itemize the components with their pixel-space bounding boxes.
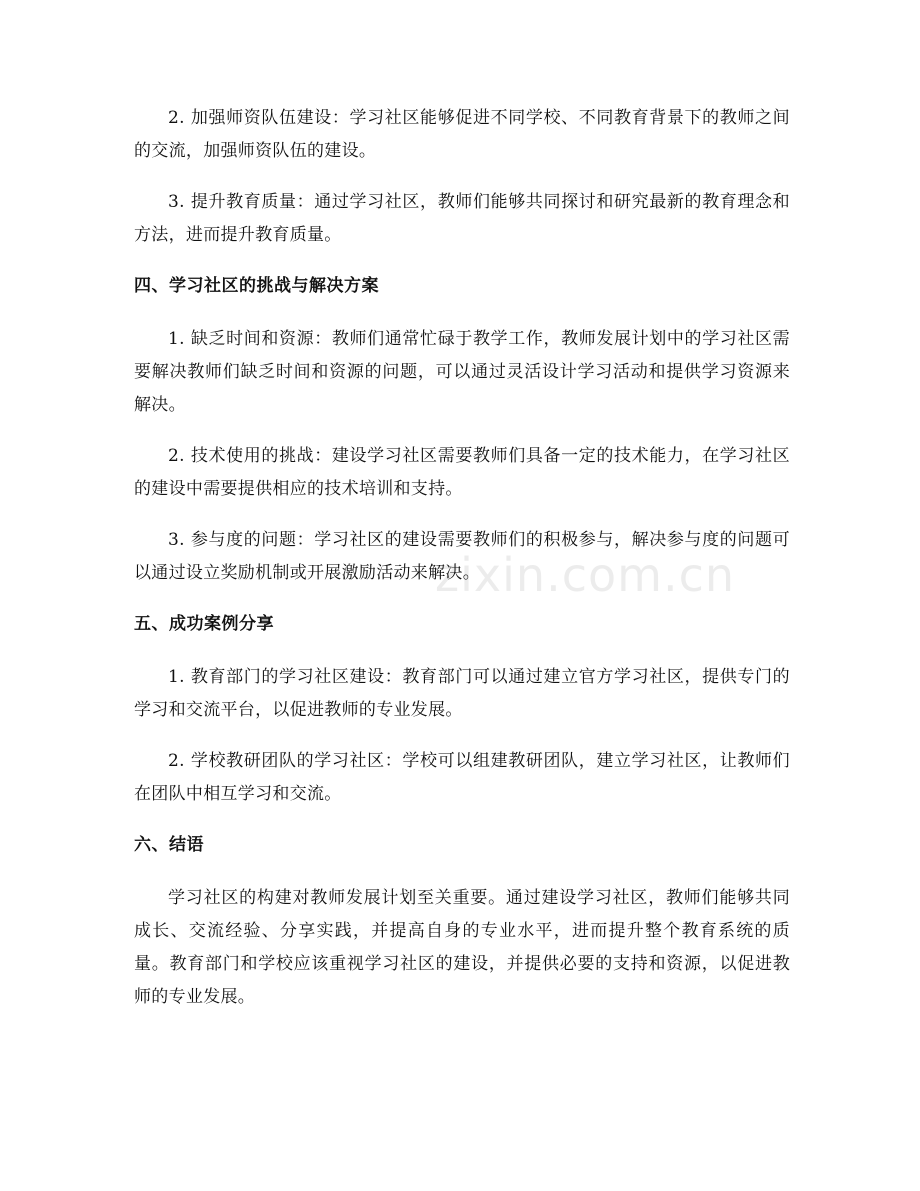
- list-item: 2. 学校教研团队的学习社区：学校可以组建教研团队，建立学习社区，让教师们在团队中相互学习和交流。: [134, 751, 790, 804]
- section-heading-cases: 五、成功案例分享: [134, 614, 274, 634]
- list-item: 1. 缺乏时间和资源：教师们通常忙碌于教学工作，教师发展计划中的学习社区需要解决教师们缺乏时间和资源的问题，可以通过灵活设计学习活动和提供学习资源来解决。: [134, 329, 790, 415]
- list-item: 2. 技术使用的挑战：建设学习社区需要教师们具备一定的技术能力，在学习社区的建设中需要提供相应的技术培训和支持。: [134, 446, 790, 499]
- list-item: 1. 教育部门的学习社区建设：教育部门可以通过建立官方学习社区，提供专门的学习和交流平台，以促进教师的专业发展。: [134, 667, 790, 720]
- document-body: [134, 102, 790, 1032]
- list-item: 3. 参与度的问题：学习社区的建设需要教师们的积极参与，解决参与度的问题可以通过设立奖励机制或开展激励活动来解决。: [134, 530, 790, 583]
- section-heading-challenges: 四、学习社区的挑战与解决方案: [134, 276, 379, 296]
- watermark: zixin.com.cn: [435, 548, 736, 602]
- list-item: 2. 加强师资队伍建设：学习社区能够促进不同学校、不同教育背景下的教师之间的交流，加强师资队伍的建设。: [134, 108, 790, 161]
- conclusion-paragraph: 学习社区的构建对教师发展计划至关重要。通过建设学习社区，教师们能够共同成长、交流经验、分享实践，并提高自身的专业水平，进而提升整个教育系统的质量。教育部门和学校应该重视学习社区的建设，并提供必要的支持和资源，以促进教师的专业发展。: [134, 888, 790, 1007]
- section-heading-conclusion: 六、结语: [134, 835, 204, 855]
- list-item: 3. 提升教育质量：通过学习社区，教师们能够共同探讨和研究最新的教育理念和方法，进而提升教育质量。: [134, 192, 790, 245]
